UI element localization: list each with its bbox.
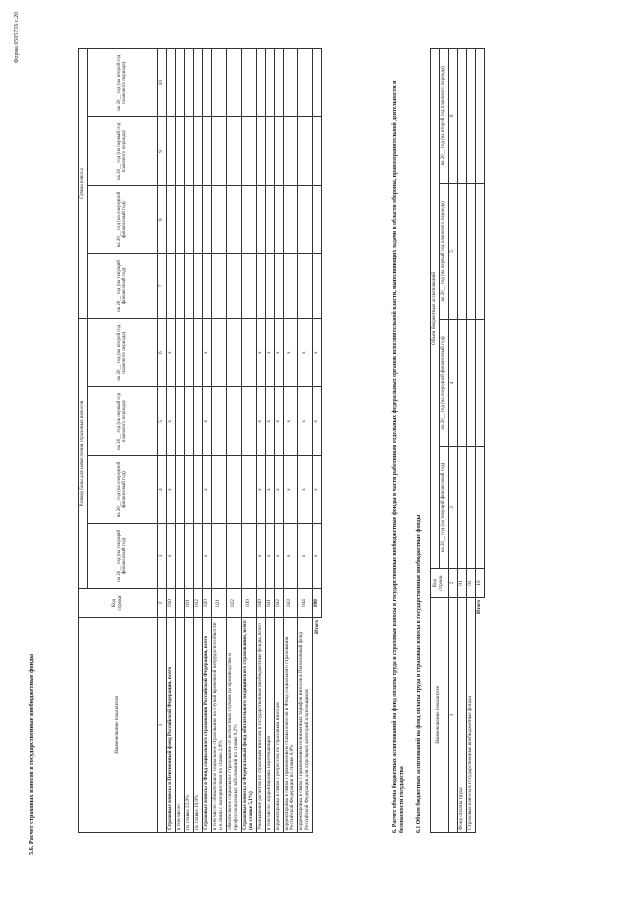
table-cell: [457, 183, 466, 319]
header-col: на 20__ год (на текущий финансовый год): [87, 253, 157, 318]
row-name: корректировка в связи с применением пониженных тарифов взносов в Пенсионный фонд Российской Федерации для отдельных категорий плательщиков: [298, 618, 313, 833]
table-cell: [256, 253, 265, 318]
table-cell: [166, 186, 175, 253]
table-cell: [274, 253, 283, 318]
row-name: обязательное социальное страхование от несчастных случаев на производстве и профессиональных заболеваний по ставке 0,2%: [226, 618, 241, 833]
table-cell: [241, 523, 256, 588]
table-cell: [226, 117, 241, 186]
header-col: на 20__ год (на второй год планового периода): [87, 49, 157, 117]
table-cell: [466, 49, 475, 184]
table-cell: [175, 49, 184, 117]
table-cell: [166, 117, 175, 186]
table-cell: [313, 49, 322, 117]
table-cell: [226, 523, 241, 588]
total-code: 10: [475, 569, 484, 598]
column-numbers-row: [157, 49, 166, 833]
table-cell: [193, 49, 202, 117]
section-6-1-title: 6.1 Объем бюджетных ассигнований на фонд оплаты труда и страховые взносы в государственные внебюджетные фонды: [416, 514, 422, 833]
header-base-group: Размер базы для начисления страховых взносов: [79, 319, 88, 589]
row-code: 040: [256, 589, 265, 618]
total-label: Итого: [313, 618, 322, 833]
header-col: на 20__ год (на первый год планового периода): [439, 183, 448, 319]
row-code: 030: [241, 589, 256, 618]
table-cell: [256, 186, 265, 253]
table-cell: [265, 117, 274, 186]
table-cell: [184, 523, 193, 588]
row-name: Страховые взносы в Фонд социального страхования Российской Федерации, всего: [202, 618, 211, 833]
column-number: 9: [157, 117, 166, 186]
column-number: 2: [157, 589, 166, 618]
row-name: Фонд оплаты труда: [457, 598, 466, 833]
table-cell: x: [283, 456, 298, 523]
table-cell: x: [283, 387, 298, 456]
column-numbers-row: [448, 49, 457, 833]
table-cell: [283, 49, 298, 117]
table-cell: [211, 319, 226, 387]
total-row: [475, 49, 484, 833]
table-cell: x: [166, 456, 175, 523]
header-col: на 20__ год (на текущий финансовый год): [439, 446, 448, 568]
table-cell: [283, 186, 298, 253]
table-cell: [265, 186, 274, 253]
row-code: 010: [166, 589, 175, 618]
header-col: на 20__ год (на второй год планового периода): [439, 49, 448, 184]
column-number: 8: [157, 186, 166, 253]
table-cell: [184, 456, 193, 523]
table-cell: x: [298, 387, 313, 456]
contributions-table: [78, 48, 322, 833]
table-cell: x: [202, 456, 211, 523]
table-cell: [466, 446, 475, 568]
table-cell: [211, 117, 226, 186]
table-cell: [184, 253, 193, 318]
column-number: 6: [448, 49, 457, 184]
column-number: 5: [448, 183, 457, 319]
table-cell: [313, 117, 322, 186]
row-name: в том числе: корректировка перетекающих: [265, 618, 274, 833]
row-name: по ставке 22,0%: [184, 618, 193, 833]
header-col: на 20__ год (на текущий финансовый год): [87, 523, 157, 588]
column-number: 7: [157, 253, 166, 318]
row-name: Страховые взносы в государственные внебюджетные фонды: [466, 598, 475, 833]
table-row: [166, 49, 175, 833]
table-cell: [202, 253, 211, 318]
table-cell: [211, 456, 226, 523]
row-code: 041: [265, 589, 274, 618]
table-cell: x: [166, 387, 175, 456]
row-name: корректировка в связи с применением ставки взносов в Фонд социального страхования Российской Федерации по ставке 0,0%: [283, 618, 298, 833]
table-cell: [193, 319, 202, 387]
row-code: 021: [211, 589, 226, 618]
table-cell: [211, 387, 226, 456]
table-cell: [175, 117, 184, 186]
column-number: 3: [448, 446, 457, 568]
table-cell: [298, 186, 313, 253]
row-code: 011: [184, 589, 193, 618]
table-cell: [313, 186, 322, 253]
table-row: [211, 49, 226, 833]
table-cell: x: [274, 523, 283, 588]
table-cell: [193, 456, 202, 523]
table-cell: [193, 186, 202, 253]
table-cell: [475, 183, 484, 319]
table-cell: [211, 186, 226, 253]
table-cell: [193, 387, 202, 456]
table-cell: [202, 186, 211, 253]
column-number: 6: [157, 319, 166, 387]
table-row: [202, 49, 211, 833]
table-row: [256, 49, 265, 833]
header-col: на 20__ год (на первый год планового периода): [87, 117, 157, 186]
table-cell: x: [313, 456, 322, 523]
column-number: 3: [157, 523, 166, 588]
table-cell: [256, 49, 265, 117]
header-code: Код строки: [431, 569, 449, 598]
table-cell: [313, 253, 322, 318]
row-name: Уменьшение расчетов по страховым взносам в государственные внебюджетные фонды, всего: [256, 618, 265, 833]
table-cell: [211, 49, 226, 117]
table-cell: x: [298, 456, 313, 523]
table-cell: x: [256, 319, 265, 387]
table-cell: [184, 319, 193, 387]
column-number: 1: [157, 618, 166, 833]
table-cell: [265, 49, 274, 117]
table-cell: [175, 186, 184, 253]
table-cell: [226, 49, 241, 117]
column-number: 10: [157, 49, 166, 117]
table-cell: [193, 523, 202, 588]
header-name: Наименование показателя: [431, 598, 449, 833]
table-cell: x: [166, 319, 175, 387]
column-number: 4: [157, 456, 166, 523]
table-cell: x: [202, 387, 211, 456]
table-cell: x: [298, 319, 313, 387]
table-row: [298, 49, 313, 833]
table-cell: [184, 387, 193, 456]
table-row: [226, 49, 241, 833]
header-col: на 20__ год (на очередной финансовый год): [439, 320, 448, 447]
table-cell: [457, 446, 466, 568]
section-5-6-title: 5.6. Расчет страховых взносов в государственные внебюджетные фонды: [28, 653, 35, 855]
table-cell: [184, 117, 193, 186]
table-cell: [226, 186, 241, 253]
table-row: [265, 49, 274, 833]
table-cell: x: [283, 319, 298, 387]
table-cell: [175, 319, 184, 387]
table-cell: [466, 320, 475, 447]
header-group: Объем бюджетных ассигнований: [431, 49, 440, 569]
row-name: Страховые взносы в Федеральный фонд обязательного медицинского страхования, всего (по ставке 5,1%): [241, 618, 256, 833]
table-cell: [226, 387, 241, 456]
table-cell: [175, 523, 184, 588]
column-number: 5: [157, 387, 166, 456]
table-cell: [457, 49, 466, 184]
table-row: [283, 49, 298, 833]
table-cell: [265, 253, 274, 318]
table-cell: [298, 253, 313, 318]
table-cell: [274, 117, 283, 186]
table-cell: [241, 387, 256, 456]
table-row: [241, 49, 256, 833]
table-row: [193, 49, 202, 833]
row-code: 043: [283, 589, 298, 618]
row-code: 044: [298, 589, 313, 618]
table-cell: [475, 49, 484, 184]
table-cell: [211, 253, 226, 318]
table-cell: x: [202, 523, 211, 588]
table-cell: x: [274, 387, 283, 456]
table-cell: x: [313, 319, 322, 387]
table-cell: [283, 117, 298, 186]
table-cell: x: [202, 319, 211, 387]
table-cell: [298, 117, 313, 186]
table-cell: [256, 117, 265, 186]
table-cell: [226, 456, 241, 523]
table-cell: [166, 49, 175, 117]
table-cell: x: [256, 387, 265, 456]
table-cell: x: [298, 523, 313, 588]
table-cell: x: [265, 319, 274, 387]
table-cell: [466, 183, 475, 319]
total-label: Итого: [475, 598, 484, 833]
table-cell: [283, 253, 298, 318]
form-code: Форма 0505716 с.20: [14, 12, 20, 64]
table-cell: [202, 117, 211, 186]
row-name: в том числе:: [175, 618, 184, 833]
table-cell: [298, 49, 313, 117]
table-cell: [184, 186, 193, 253]
row-code: 02: [466, 569, 475, 598]
row-name: корректировка в связи с ретрессом по страховым взносам: [274, 618, 283, 833]
table-cell: [211, 523, 226, 588]
table-cell: x: [166, 523, 175, 588]
table-row: [457, 49, 466, 833]
table-cell: x: [274, 456, 283, 523]
table-cell: x: [313, 387, 322, 456]
table-cell: [226, 319, 241, 387]
section-6-title: 6. Расчет объема бюджетных ассигнований на фонд оплаты труда и страховые взносы в государственные внебюджетные фонды в части работников отдельных федеральных органов исполнительной власти, выполняющих задачи в области обороны, правоохранительной деятельности и безопасности государства: [392, 80, 405, 833]
table-row: [184, 49, 193, 833]
table-cell: x: [283, 523, 298, 588]
table-cell: [175, 456, 184, 523]
table-cell: x: [256, 523, 265, 588]
table-cell: [241, 117, 256, 186]
table-cell: [241, 456, 256, 523]
table-cell: x: [265, 523, 274, 588]
table-cell: [274, 186, 283, 253]
table-cell: [193, 117, 202, 186]
table-cell: [241, 49, 256, 117]
table-row: [466, 49, 475, 833]
table-row: [274, 49, 283, 833]
table-cell: x: [265, 456, 274, 523]
row-code: 020: [202, 589, 211, 618]
table-cell: [175, 387, 184, 456]
header-col: на 20__ год (на второй год планового периода): [87, 319, 157, 387]
column-number: 1: [448, 598, 457, 833]
row-name: в том числе: обязательное социальное страхование на случай временной нетрудоспособности и в связи с материнством по ставке 2,9%: [211, 618, 226, 833]
table-cell: [241, 319, 256, 387]
header-sum-group: Сумма взноса: [79, 49, 88, 319]
table-cell: [274, 49, 283, 117]
column-number: 4: [448, 320, 457, 447]
table-cell: [241, 186, 256, 253]
table-cell: [475, 446, 484, 568]
table-cell: [475, 320, 484, 447]
table-cell: [226, 253, 241, 318]
table-cell: [457, 320, 466, 447]
table-row: [175, 49, 184, 833]
row-code: 022: [226, 589, 241, 618]
table-cell: [193, 253, 202, 318]
total-row: [313, 49, 322, 833]
table-cell: x: [274, 319, 283, 387]
table-cell: x: [265, 387, 274, 456]
table-cell: x: [256, 456, 265, 523]
row-code: 012: [193, 589, 202, 618]
header-col: на 20__ год (на очередной финансовый год): [87, 186, 157, 253]
row-code: [175, 589, 184, 618]
row-code: 01: [457, 569, 466, 598]
budget-allocations-table: [430, 48, 485, 833]
row-code: 042: [274, 589, 283, 618]
table-cell: x: [313, 523, 322, 588]
header-col: на 20__ год (на очередной финансовый год): [87, 456, 157, 523]
table-cell: [175, 253, 184, 318]
header-col: на 20__ год (на первый год планового периода): [87, 387, 157, 456]
table-cell: [202, 49, 211, 117]
column-number: 2: [448, 569, 457, 598]
header-code: Код строки: [79, 589, 158, 618]
table-cell: [166, 253, 175, 318]
row-name: Страховые взносы в Пенсионный фонд Российской Федерации, всего: [166, 618, 175, 833]
table-cell: [184, 49, 193, 117]
table-cell: [241, 253, 256, 318]
total-code: 090: [313, 589, 322, 618]
row-name: по ставке 10,0%: [193, 618, 202, 833]
header-name: Наименование показателя: [79, 618, 158, 833]
